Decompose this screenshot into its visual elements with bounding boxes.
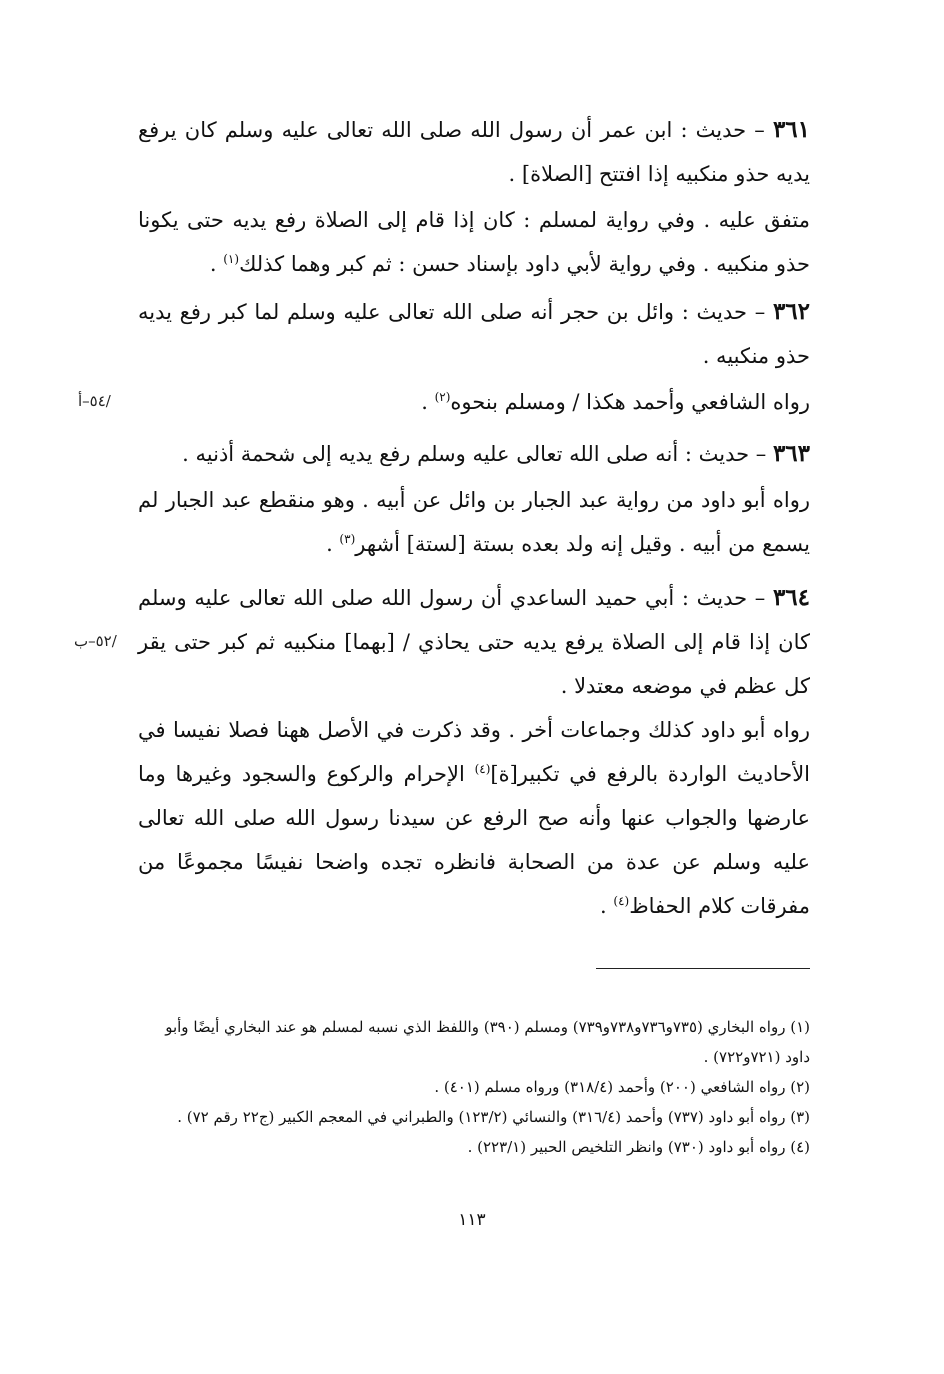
manuscript-folio-note: /٥٢–ب: [74, 632, 117, 650]
footnote-ref[interactable]: (٤): [474, 762, 491, 776]
footnote-ref[interactable]: (١): [223, 252, 240, 266]
hadith-362-source: [138, 380, 810, 424]
hadith-number: ٣٦٢: [772, 298, 810, 325]
source-text: متفق عليه . وفي رواية لمسلم : كان إذا قام إلى الصلاة رفع يديه حتى يكونا حذو منكبيه . وفي رواية لأبي داود بإسناد حسن : ثم كبر وهما كذلك: [138, 208, 810, 276]
footnote-ref[interactable]: (٢): [434, 390, 451, 404]
source-text: رواه الشافعي وأحمد هكذا / ومسلم بنحوه: [450, 390, 810, 414]
footnote-2: (٢) رواه الشافعي (٢٠٠) وأحمد (٣١٨/٤) ورواه مسلم (٤٠١) .: [434, 1078, 810, 1096]
hadith-363-source: [138, 478, 810, 566]
footnote-3: (٣) رواه أبو داود (٧٣٧) وأحمد (٣١٦/٤) والنسائي (١٢٣/٢) والطبراني في المعجم الكبير (ج٢٢ رقم ٧٢) .: [177, 1108, 810, 1126]
source-end: .: [326, 532, 340, 556]
hadith-number: ٣٦٣: [772, 440, 810, 467]
hadith-text: – حديث : ابن عمر أن رسول الله صلى الله تعالى عليه وسلم كان يرفع يديه حذو منكبيه إذا افتتح [الصلاة] .: [138, 118, 810, 186]
footnote-separator: [596, 968, 810, 969]
footnote-ref[interactable]: (٣): [339, 532, 356, 546]
source-text: رواه أبو داود من رواية عبد الجبار بن وائل عن أبيه . وهو منقطع عبد الجبار لم يسمع من أبيه . وقيل إنه ولد بعده بستة [لستة] أشهر: [138, 488, 810, 556]
hadith-number: ٣٦١: [772, 116, 810, 143]
hadith-number: ٣٦٤: [772, 584, 810, 611]
footnote-ref[interactable]: (٤): [613, 894, 630, 908]
footnote-4: (٤) رواه أبو داود (٧٣٠) وانظر التلخيص الحبير (٢٢٣/١) .: [467, 1138, 810, 1156]
hadith-text: – حديث : أبي حميد الساعدي أن رسول الله صلى الله تعالى عليه وسلم كان إذا قام إلى الصلاة يرفع يديه حتى يحاذي / [بهما] منكبيه ثم كبر حتى يقر كل عظم في موضعه معتدلا .: [138, 586, 810, 698]
hadith-362: [138, 290, 810, 378]
hadith-364: [138, 576, 810, 708]
source-end: .: [600, 894, 614, 918]
hadith-text: – حديث : أنه صلى الله تعالى عليه وسلم رفع يديه إلى شحمة أذنيه .: [182, 442, 773, 466]
hadith-361: [138, 108, 810, 196]
footnote-1: (١) رواه البخاري (٧٣٥و٧٣٦و٧٣٨و٧٣٩) ومسلم (٣٩٠) واللفظ الذي نسبه لمسلم هو عند البخاري أيضًا وأبو داود (٧٢١و٧٢٢) .: [165, 1018, 810, 1066]
source-text-continued: الإحرام والركوع والسجود وغيرها وما عارضها والجواب عنها وأنه صح الرفع عن سيدنا رسول الله صلى الله تعالى عليه وسلم عن عدة من الصحابة فانظره تجده واضحا نفيسًا مجموعًا من مفرقات كلام الحفاظ: [138, 762, 810, 918]
hadith-363: [138, 432, 810, 476]
hadith-364-source: [138, 708, 810, 928]
source-end: .: [421, 390, 435, 414]
hadith-text: – حديث : وائل بن حجر أنه صلى الله تعالى عليه وسلم لما كبر رفع يديه حذو منكبيه .: [138, 300, 810, 368]
page-number: ١١٣: [458, 1210, 486, 1230]
manuscript-folio-note: /٥٤–أ: [78, 392, 111, 410]
footnotes: [138, 1012, 810, 1162]
source-text: رواه أبو داود كذلك وجماعات أخر . وقد ذكرت في الأصل ههنا فصلا نفيسا في الأحاديث الواردة بالرفع في تكبير[ة]: [138, 718, 811, 786]
hadith-361-source: [138, 198, 810, 286]
source-end: .: [209, 252, 224, 276]
